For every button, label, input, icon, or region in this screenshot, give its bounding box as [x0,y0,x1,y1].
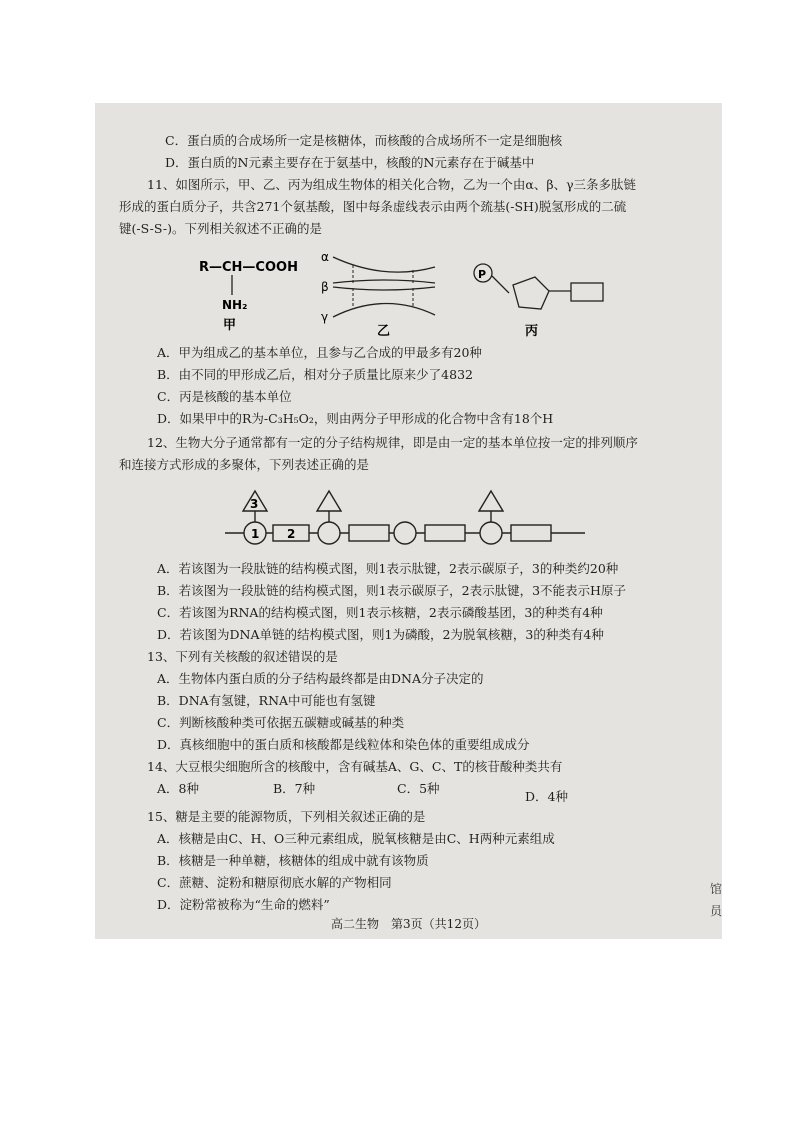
q12-option-b: B．若该图为一段肽链的结构模式图，则1表示碳原子，2表示肽键，3不能表示H原子 [157,583,626,598]
q13-option-a: A．生物体内蛋白质的分子结构最终都是由DNA分子决定的 [157,671,484,686]
q12-option-d: D．若该图为DNA单链的结构模式图，则1为磷酸，2为脱氧核糖，3的种类有4种 [157,627,604,642]
q14-option-d: D．4种 [525,789,568,804]
base-box [571,283,603,301]
q12-stem-line-1: 12、生物大分子通常都有一定的分子结构规律，即是由一定的基本单位按一定的排列顺序 [147,435,638,450]
pentose-sugar [513,277,549,309]
beta-chain-top [333,280,435,283]
q11-stem-line-3: 键(-S-S-)。下列相关叙述不正确的是 [119,221,322,236]
q13-option-d: D．真核细胞中的蛋白质和核酸都是线粒体和染色体的重要组成成分 [157,737,530,752]
phosphate-p: P [478,268,487,281]
protein-chains-diagram [321,250,435,339]
q11-option-b: B．由不同的甲形成乙后，相对分子质量比原来少了4832 [157,367,473,382]
beta-chain-bottom [333,287,435,290]
jia-label: 甲 [223,318,237,333]
jia-formula: R—CH—COOH [199,260,298,275]
q12-option-a: A．若该图为一段肽链的结构模式图，则1表示肽键，2表示碳原子，3的种类约20种 [157,561,619,576]
rect-unit-4 [511,525,551,541]
bing-label: 丙 [525,324,539,339]
jia-nh2: NH₂ [222,298,248,312]
q15-stem: 15、糖是主要的能源物质，下列相关叙述正确的是 [147,809,426,824]
q11-stem-line-2: 形成的蛋白质分子，共含271个氨基酸，图中每条虚线表示由两个巯基(-SH)脱氢形成的二硫 [119,199,627,214]
circle-unit-2 [318,522,340,544]
q11-figure [95,243,722,343]
q12-stem-line-2: 和连接方式形成的多聚体，下列表述正确的是 [119,457,370,472]
q10-option-d: D．蛋白质的N元素主要存在于氨基中，核酸的N元素存在于碱基中 [165,155,535,170]
circle-unit-4 [480,522,502,544]
label-1: 1 [251,527,260,541]
circle-unit-3 [394,522,416,544]
gamma-label: γ [321,310,329,324]
label-3: 3 [250,497,259,511]
q15-option-b: B．核糖是一种单糖，核糖体的组成中就有该物质 [157,853,429,868]
amino-acid-structure [199,260,298,333]
side-group-4 [479,491,503,511]
q12-figure [95,483,722,553]
edge-mark-1: 馆 [710,882,723,896]
q14-option-a: A．8种 [157,781,199,796]
label-2: 2 [287,527,296,541]
side-group-2 [317,491,341,511]
alpha-label: α [321,250,329,264]
beta-label: β [321,280,329,294]
rect-unit-3 [425,525,465,541]
gamma-chain [333,303,435,317]
page-footer: 高二生物 第3页（共12页） [331,917,486,931]
q13-option-b: B．DNA有氢键，RNA中可能也有氢键 [157,693,376,708]
yi-label: 乙 [377,324,391,339]
q13-stem: 13、下列有关核酸的叙述错误的是 [147,649,338,664]
q11-stem-line-1: 11、如图所示，甲、乙、丙为组成生物体的相关化合物，乙为一个由α、β、γ三条多肽链 [147,177,637,192]
q11-option-c: C．丙是核酸的基本单位 [157,389,292,404]
q13-option-c: C．判断核酸种类可依据五碳糖或碱基的种类 [157,715,405,730]
rect-unit-2 [349,525,389,541]
q15-option-d: D．淀粉常被称为“生命的燃料” [157,897,330,912]
q12-option-c: C．若该图为RNA的结构模式图，则1表示核糖，2表示磷酸基团，3的种类有4种 [157,605,603,620]
q14-option-c: C．5种 [397,781,440,796]
q15-option-a: A．核糖是由C、H、O三种元素组成，脱氧核糖是由C、H两种元素组成 [157,831,555,846]
q14-option-b: B．7种 [273,781,316,796]
q11-option-d: D．如果甲中的R为-C₃H₅O₂，则由两分子甲形成的化合物中含有18个H [157,411,554,426]
alpha-chain [333,257,435,272]
edge-mark-2: 员 [710,904,723,918]
exam-page [95,103,722,939]
nucleotide-diagram [474,264,603,339]
q15-option-c: C．蔗糖、淀粉和糖原彻底水解的产物相同 [157,875,392,890]
q10-option-c: C．蛋白质的合成场所一定是核糖体，而核酸的合成场所不一定是细胞核 [165,133,563,148]
q14-stem: 14、大豆根尖细胞所含的核酸中，含有碱基A、G、C、T的核苷酸种类共有 [147,759,563,774]
q11-option-a: A．甲为组成乙的基本单位，且参与乙合成的甲最多有20种 [157,345,482,360]
